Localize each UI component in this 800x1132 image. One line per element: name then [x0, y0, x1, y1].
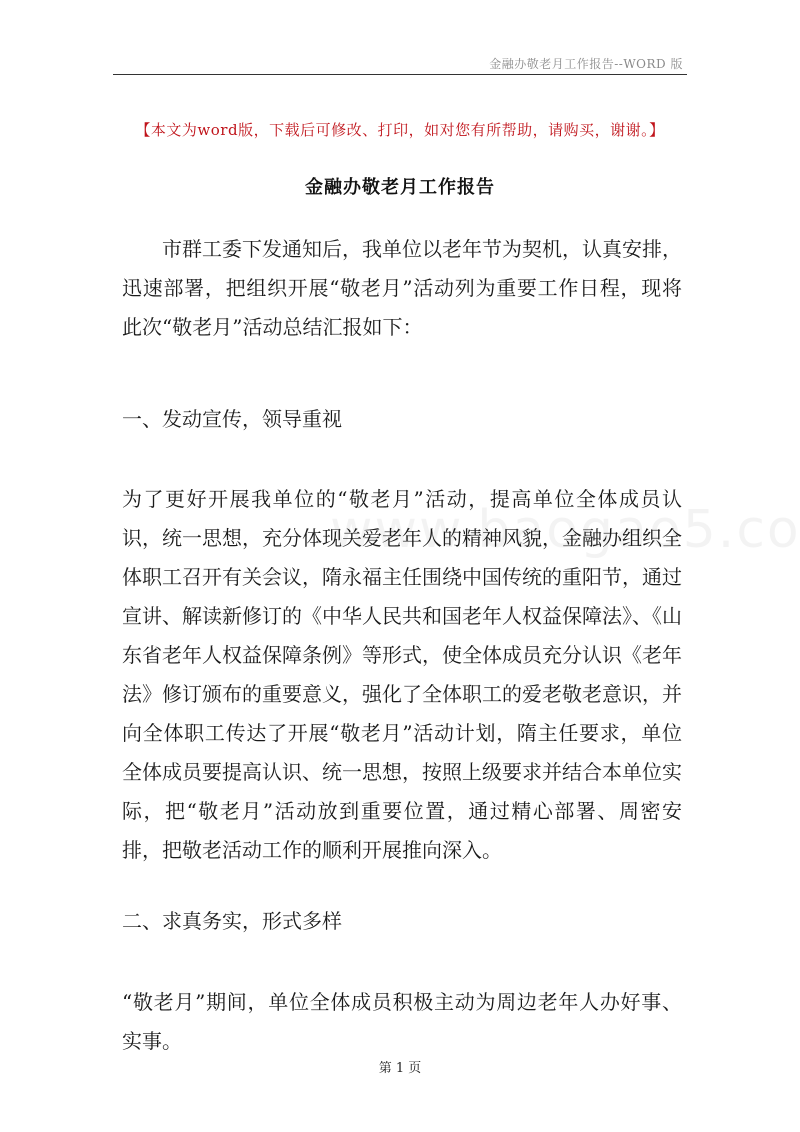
page-number: 第 1 页: [378, 1061, 422, 1076]
intro-paragraph: 市群工委下发通知后，我单位以老年节为契机，认真安排，迅速部署，把组织开展“敬老月”活动列为重要工作日程，现将此次“敬老月”活动总结汇报如下：: [122, 237, 682, 339]
running-header: 金融办敬老月工作报告--WORD 版: [489, 57, 683, 71]
purchase-notice: 【本文为word版，下载后可修改、打印，如对您有所帮助，请购买，谢谢。】: [135, 121, 665, 139]
section-1-heading: 一、发动宣传，领导重视: [122, 407, 342, 431]
section-2-paragraph: “敬老月”期间，单位全体成员积极主动为周边老年人办好事、实事。: [122, 990, 682, 1053]
section-1-paragraph: 为了更好开展我单位的“敬老月”活动，提高单位全体成员认识，统一思想，充分体现关爱老年人的精神风貌，金融办组织全体职工召开有关会议，隋永福主任围绕中国传统的重阳节，通过宣讲、解读新修订的《中华人民共和国老年人权益保障法》、《山东省老年人权益保障条例》等形式，使全体成员充分认识《老年法》修订颁布的重要意义，强化了全体职工的爱老敬老意识，并向全体职工传达了开展“敬老月”活动计划，隋主任要求，单位全体成员要提高认识、统一思想，按照上级要求并结合本单位实际，把“敬老月”活动放到重要位置，通过精心部署、周密安排，把敬老活动工作的顺利开展推向深入。: [122, 487, 682, 862]
document-title: 金融办敬老月工作报告: [305, 177, 495, 198]
section-2-heading: 二、求真务实，形式多样: [122, 909, 342, 933]
header-divider: [113, 74, 687, 75]
